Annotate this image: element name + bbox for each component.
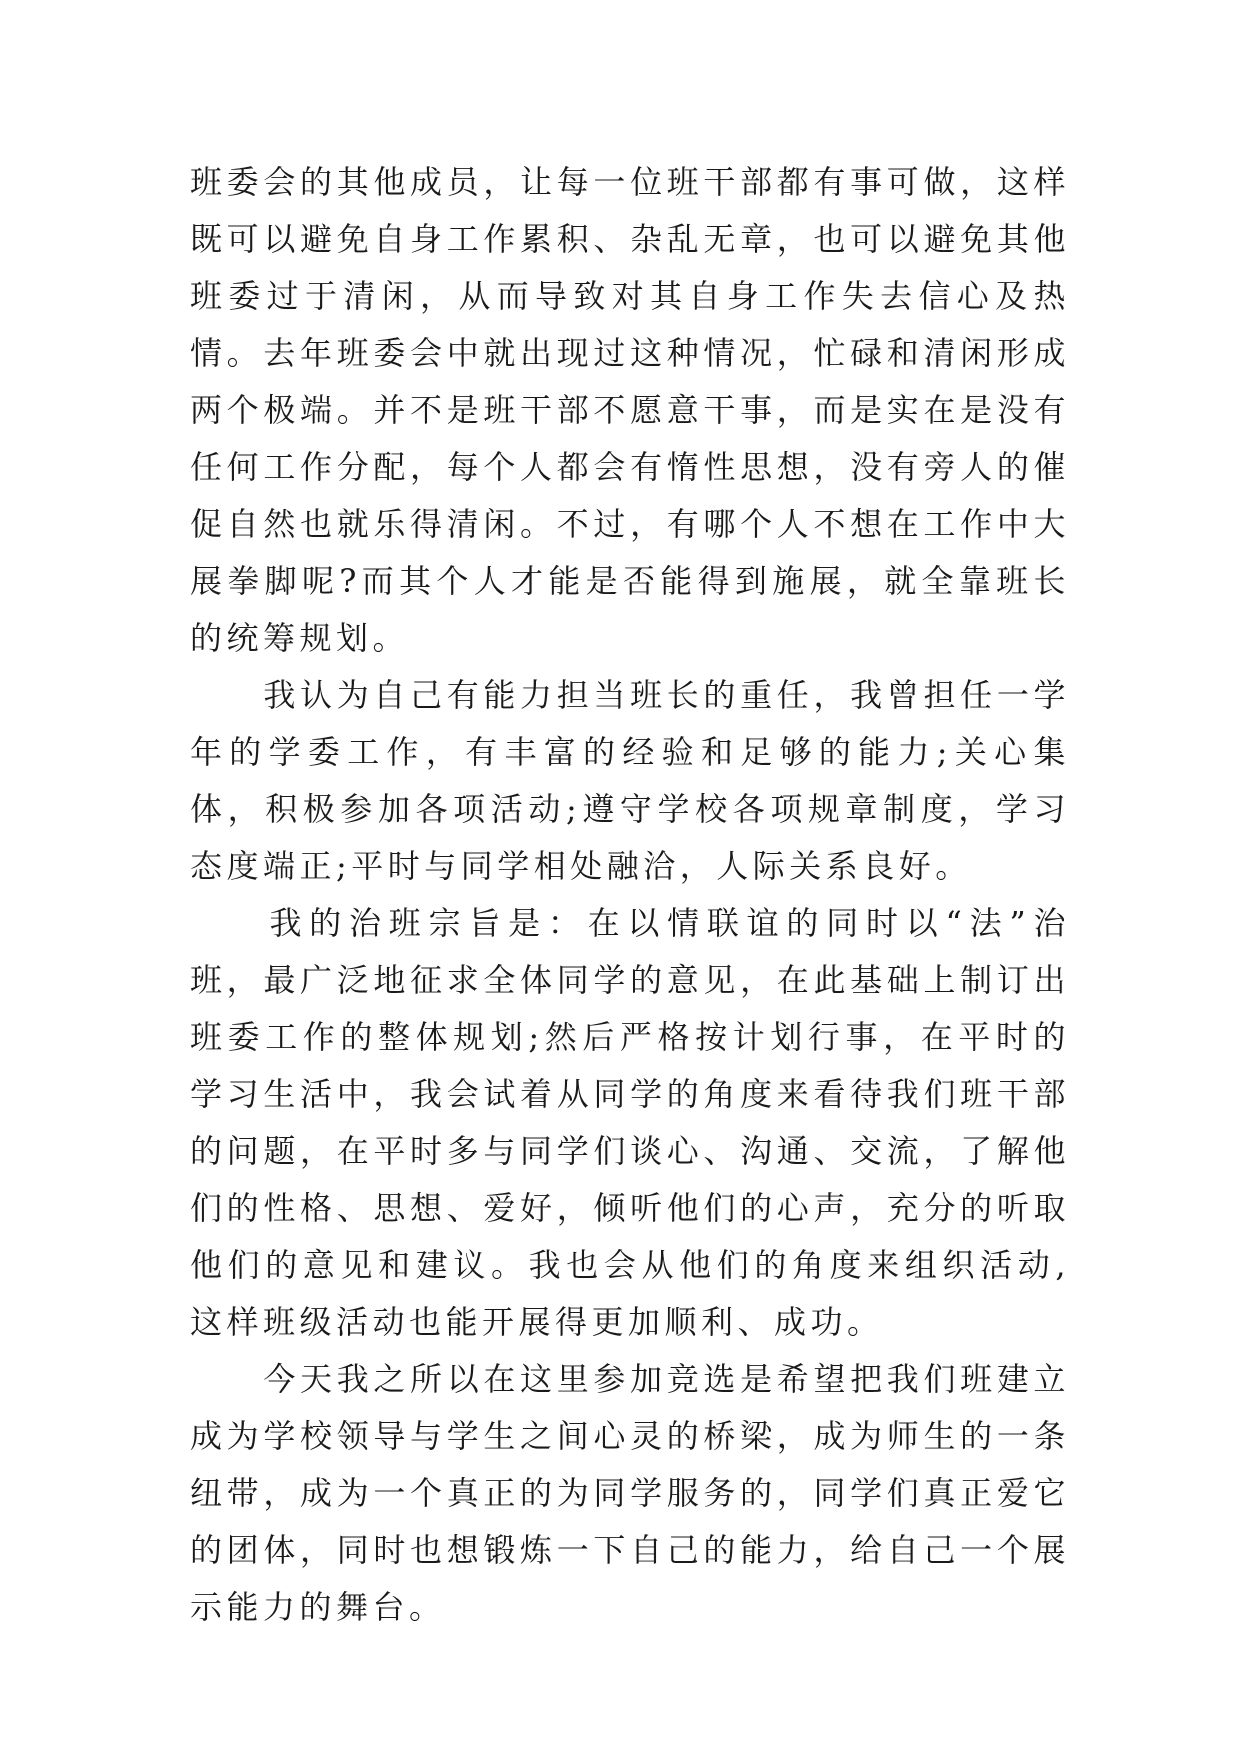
document-body (190, 154, 1070, 1636)
paragraph-2: 我认为自己有能力担当班长的重任，我曾担任一学年的学委工作，有丰富的经验和足够的能力;关心集体，积极参加各项活动;遵守学校各项规章制度，学习态度端正;平时与同学相处融洽，人际关系良好。 (190, 676, 1070, 885)
paragraph-1: 班委会的其他成员，让每一位班干部都有事可做，这样既可以避免自身工作累积、杂乱无章，也可以避免其他班委过于清闲，从而导致对其自身工作失去信心及热情。去年班委会中就出现过这种情况，忙碌和清闲形成两个极端。并不是班干部不愿意干事，而是实在是没有任何工作分配，每个人都会有惰性思想，没有旁人的催促自然也就乐得清闲。不过，有哪个人不想在工作中大展拳脚呢?而其个人才能是否能得到施展，就全靠班长的统筹规划。 (190, 163, 1070, 657)
paragraph-4: 今天我之所以在这里参加竞选是希望把我们班建立成为学校领导与学生之间心灵的桥梁，成为师生的一条纽带，成为一个真正的为同学服务的，同学们真正爱它的团体，同时也想锻炼一下自己的能力，给自己一个展示能力的舞台。 (190, 1360, 1070, 1626)
paragraph-3: 我的治班宗旨是：在以情联谊的同时以“法”治班，最广泛地征求全体同学的意见，在此基础上制订出班委工作的整体规划;然后严格按计划行事，在平时的学习生活中，我会试着从同学的角度来看待我们班干部的问题，在平时多与同学们谈心、沟通、交流，了解他们的性格、思想、爱好，倾听他们的心声，充分的听取他们的意见和建议。我也会从他们的角度来组织活动,这样班级活动也能开展得更加顺利、成功。 (190, 904, 1070, 1341)
